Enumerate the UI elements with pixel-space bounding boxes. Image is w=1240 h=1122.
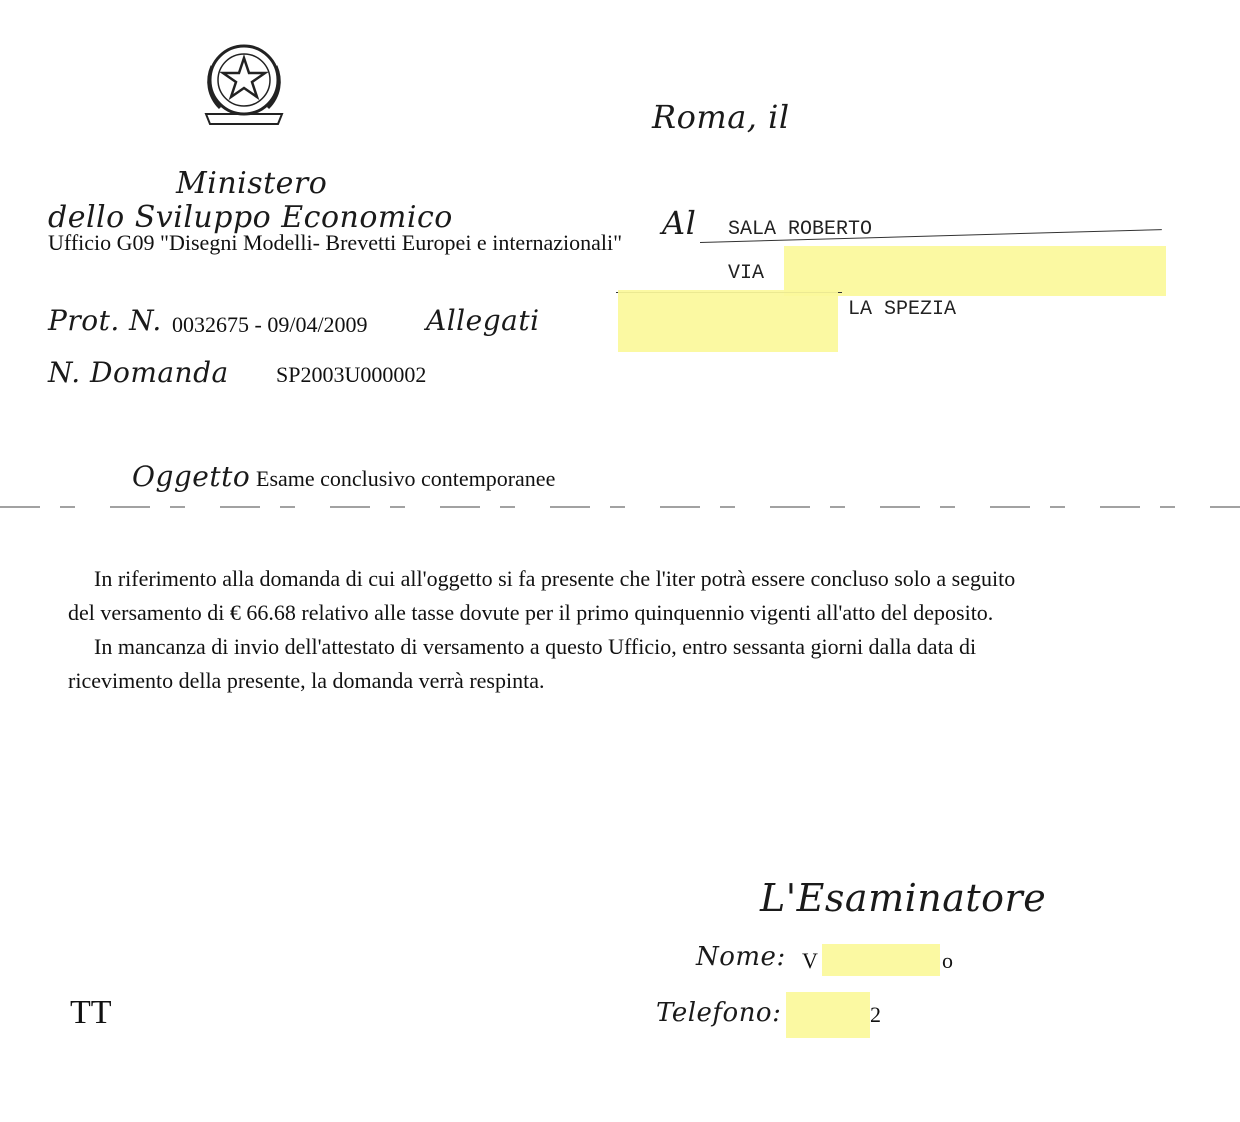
subject-value: Esame conclusivo contemporanee	[256, 466, 556, 491]
ministry-name: Ministero	[176, 166, 328, 201]
examiner-title: L'Esaminatore	[760, 876, 1047, 920]
recipient-street-label: VIA	[728, 262, 765, 285]
protocol-value: 0032675 - 09/04/2009	[172, 312, 368, 337]
recipient-city: LA SPEZIA	[848, 298, 957, 321]
attachments-label: Allegati	[426, 304, 540, 337]
examiner-name-start: V	[802, 948, 818, 973]
body-paragraph-2-line-2: ricevimento della presente, la domanda verrà respinta.	[68, 668, 545, 693]
redacted-examiner-name	[822, 944, 940, 976]
subject-label: Oggetto	[132, 460, 251, 493]
protocol-label: Prot. N.	[48, 304, 162, 337]
office-name: Ufficio G09 "Disegni Modelli- Brevetti Europei e internazionali"	[48, 230, 623, 255]
redacted-postcode	[618, 290, 838, 352]
examiner-phone-label: Telefono:	[656, 998, 782, 1028]
body-paragraph-1-line-2: del versamento di € 66.68 relativo alle tasse dovute per il primo quinquennio vigenti all'atto del deposito.	[68, 600, 994, 625]
recipient-prefix: Al	[662, 204, 697, 242]
republic-emblem	[198, 36, 290, 128]
footer-initials: TT	[70, 994, 112, 1031]
redacted-street	[784, 246, 1166, 296]
examiner-name-end: o	[942, 948, 953, 973]
examiner-phone-end: 2	[870, 1002, 881, 1027]
recipient-name: SALA ROBERTO	[728, 218, 873, 241]
ministry-department: dello Sviluppo Economico	[48, 200, 453, 235]
body-paragraph-1-line-1: In riferimento alla domanda di cui all'oggetto si fa presente che l'iter potrà essere concluso solo a seguito	[94, 566, 1016, 591]
examiner-name-label: Nome:	[696, 942, 786, 972]
application-label: N. Domanda	[48, 356, 229, 389]
section-divider	[0, 506, 1240, 508]
application-number: SP2003U000002	[276, 362, 427, 387]
place-date-label: Roma, il	[652, 98, 790, 136]
body-paragraph-2-line-1: In mancanza di invio dell'attestato di versamento a questo Ufficio, entro sessanta giorni dalla data di	[94, 634, 977, 659]
redacted-phone	[786, 992, 870, 1038]
